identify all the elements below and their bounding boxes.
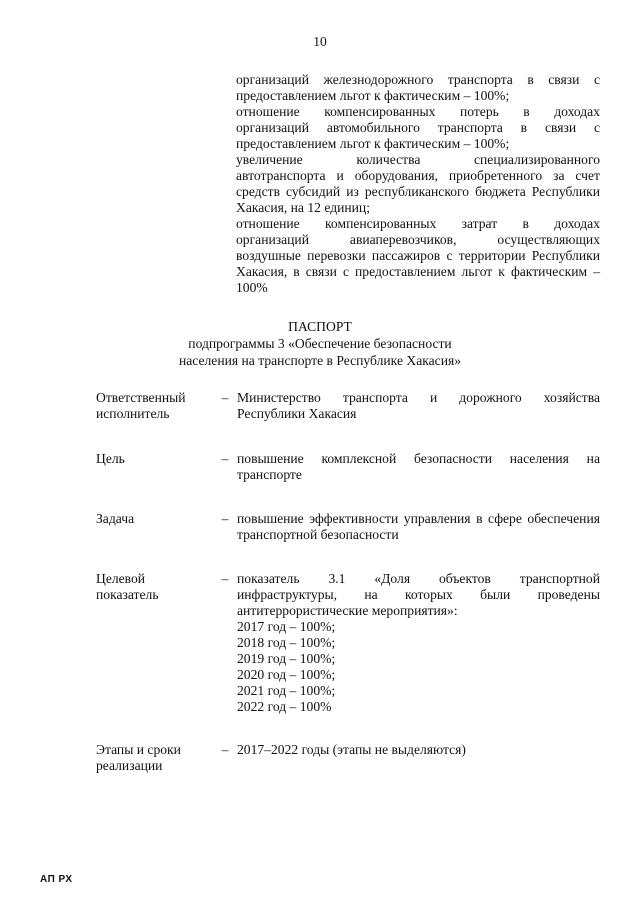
row-label bbox=[96, 571, 216, 603]
label-line: Задача bbox=[96, 511, 135, 526]
value-line: инфраструктуры, на которых были проведены bbox=[237, 587, 600, 602]
value-line: антитеррористические мероприятия»: bbox=[237, 603, 458, 618]
value-line: повышение комплексной безопасности населения на bbox=[237, 451, 600, 466]
row-label bbox=[96, 742, 216, 774]
page-number: 10 bbox=[313, 34, 327, 49]
text-line: Хакасия, в связи с предоставлением льгот к фактическим – bbox=[236, 264, 600, 279]
text-line: 100% bbox=[236, 280, 268, 295]
passport-subtitle: подпрограммы 3 «Обеспечение безопасности bbox=[188, 336, 452, 351]
label-line: Ответственный bbox=[96, 390, 186, 405]
label-line: Этапы и сроки bbox=[96, 742, 181, 757]
passport-subtitle: населения на транспорте в Республике Хакасия» bbox=[178, 353, 462, 368]
year-value: 2022 год – 100% bbox=[237, 699, 332, 714]
row-value bbox=[237, 511, 600, 543]
passport-title: ПАСПОРТ bbox=[288, 319, 352, 334]
year-value: 2021 год – 100%; bbox=[237, 683, 336, 698]
row-value bbox=[237, 571, 600, 715]
row-dash: – bbox=[221, 511, 229, 526]
value-line: Министерство транспорта и дорожного хозяйства bbox=[237, 390, 600, 405]
row-dash: – bbox=[221, 742, 229, 757]
text-line: организаций железнодорожного транспорта в связи с bbox=[236, 72, 600, 87]
text-line: увеличение количества специализированного bbox=[236, 152, 600, 167]
text-line: предоставлением льгот к фактическим – 100%; bbox=[236, 88, 510, 103]
year-value: 2020 год – 100%; bbox=[237, 667, 336, 682]
text-line: организаций автомобильного транспорта в связи с bbox=[236, 120, 600, 135]
value-line: повышение эффективности управления в сфере обеспечения bbox=[237, 511, 600, 526]
row-label bbox=[96, 511, 216, 527]
label-line: Целевой bbox=[96, 571, 146, 586]
text-line: автотранспорта и оборудования, приобретенного за счет bbox=[236, 168, 600, 183]
year-value: 2017 год – 100%; bbox=[237, 619, 336, 634]
passport-heading bbox=[0, 318, 640, 369]
text-line: отношение компенсированных потерь в доходах bbox=[236, 104, 600, 119]
year-value: 2019 год – 100%; bbox=[237, 651, 336, 666]
label-line: показатель bbox=[96, 587, 159, 602]
row-dash: – bbox=[221, 451, 229, 466]
value-line: показатель 3.1 «Доля объектов транспортной bbox=[237, 571, 600, 586]
row-label bbox=[96, 451, 216, 467]
label-line: Цель bbox=[96, 451, 125, 466]
text-line: Хакасия, на 12 единиц; bbox=[236, 200, 370, 215]
label-line: исполнитель bbox=[96, 406, 170, 421]
footer-mark: АП РХ bbox=[40, 874, 73, 885]
row-value bbox=[237, 742, 600, 758]
value-line: Республики Хакасия bbox=[237, 406, 357, 421]
row-value bbox=[237, 451, 600, 483]
year-value: 2018 год – 100%; bbox=[237, 635, 336, 650]
label-line: реализации bbox=[96, 758, 163, 773]
text-line: средств субсидий из республиканского бюджета Республики bbox=[236, 184, 600, 199]
row-dash: – bbox=[221, 390, 229, 405]
value-line: транспортной безопасности bbox=[237, 527, 399, 542]
text-line: отношение компенсированных затрат в доходах bbox=[236, 216, 600, 231]
row-label bbox=[96, 390, 216, 422]
row-value bbox=[237, 390, 600, 422]
row-dash: – bbox=[221, 571, 229, 586]
text-line: воздушные перевозки пассажиров с территории Республики bbox=[236, 248, 600, 263]
value-line: транспорте bbox=[237, 467, 302, 482]
value-line: 2017–2022 годы (этапы не выделяются) bbox=[237, 742, 466, 757]
text-line: предоставлением льгот к фактическим – 100%; bbox=[236, 136, 510, 151]
text-line: организаций авиаперевозчиков, осуществляющих bbox=[236, 232, 600, 247]
previous-section-continuation bbox=[236, 72, 600, 296]
